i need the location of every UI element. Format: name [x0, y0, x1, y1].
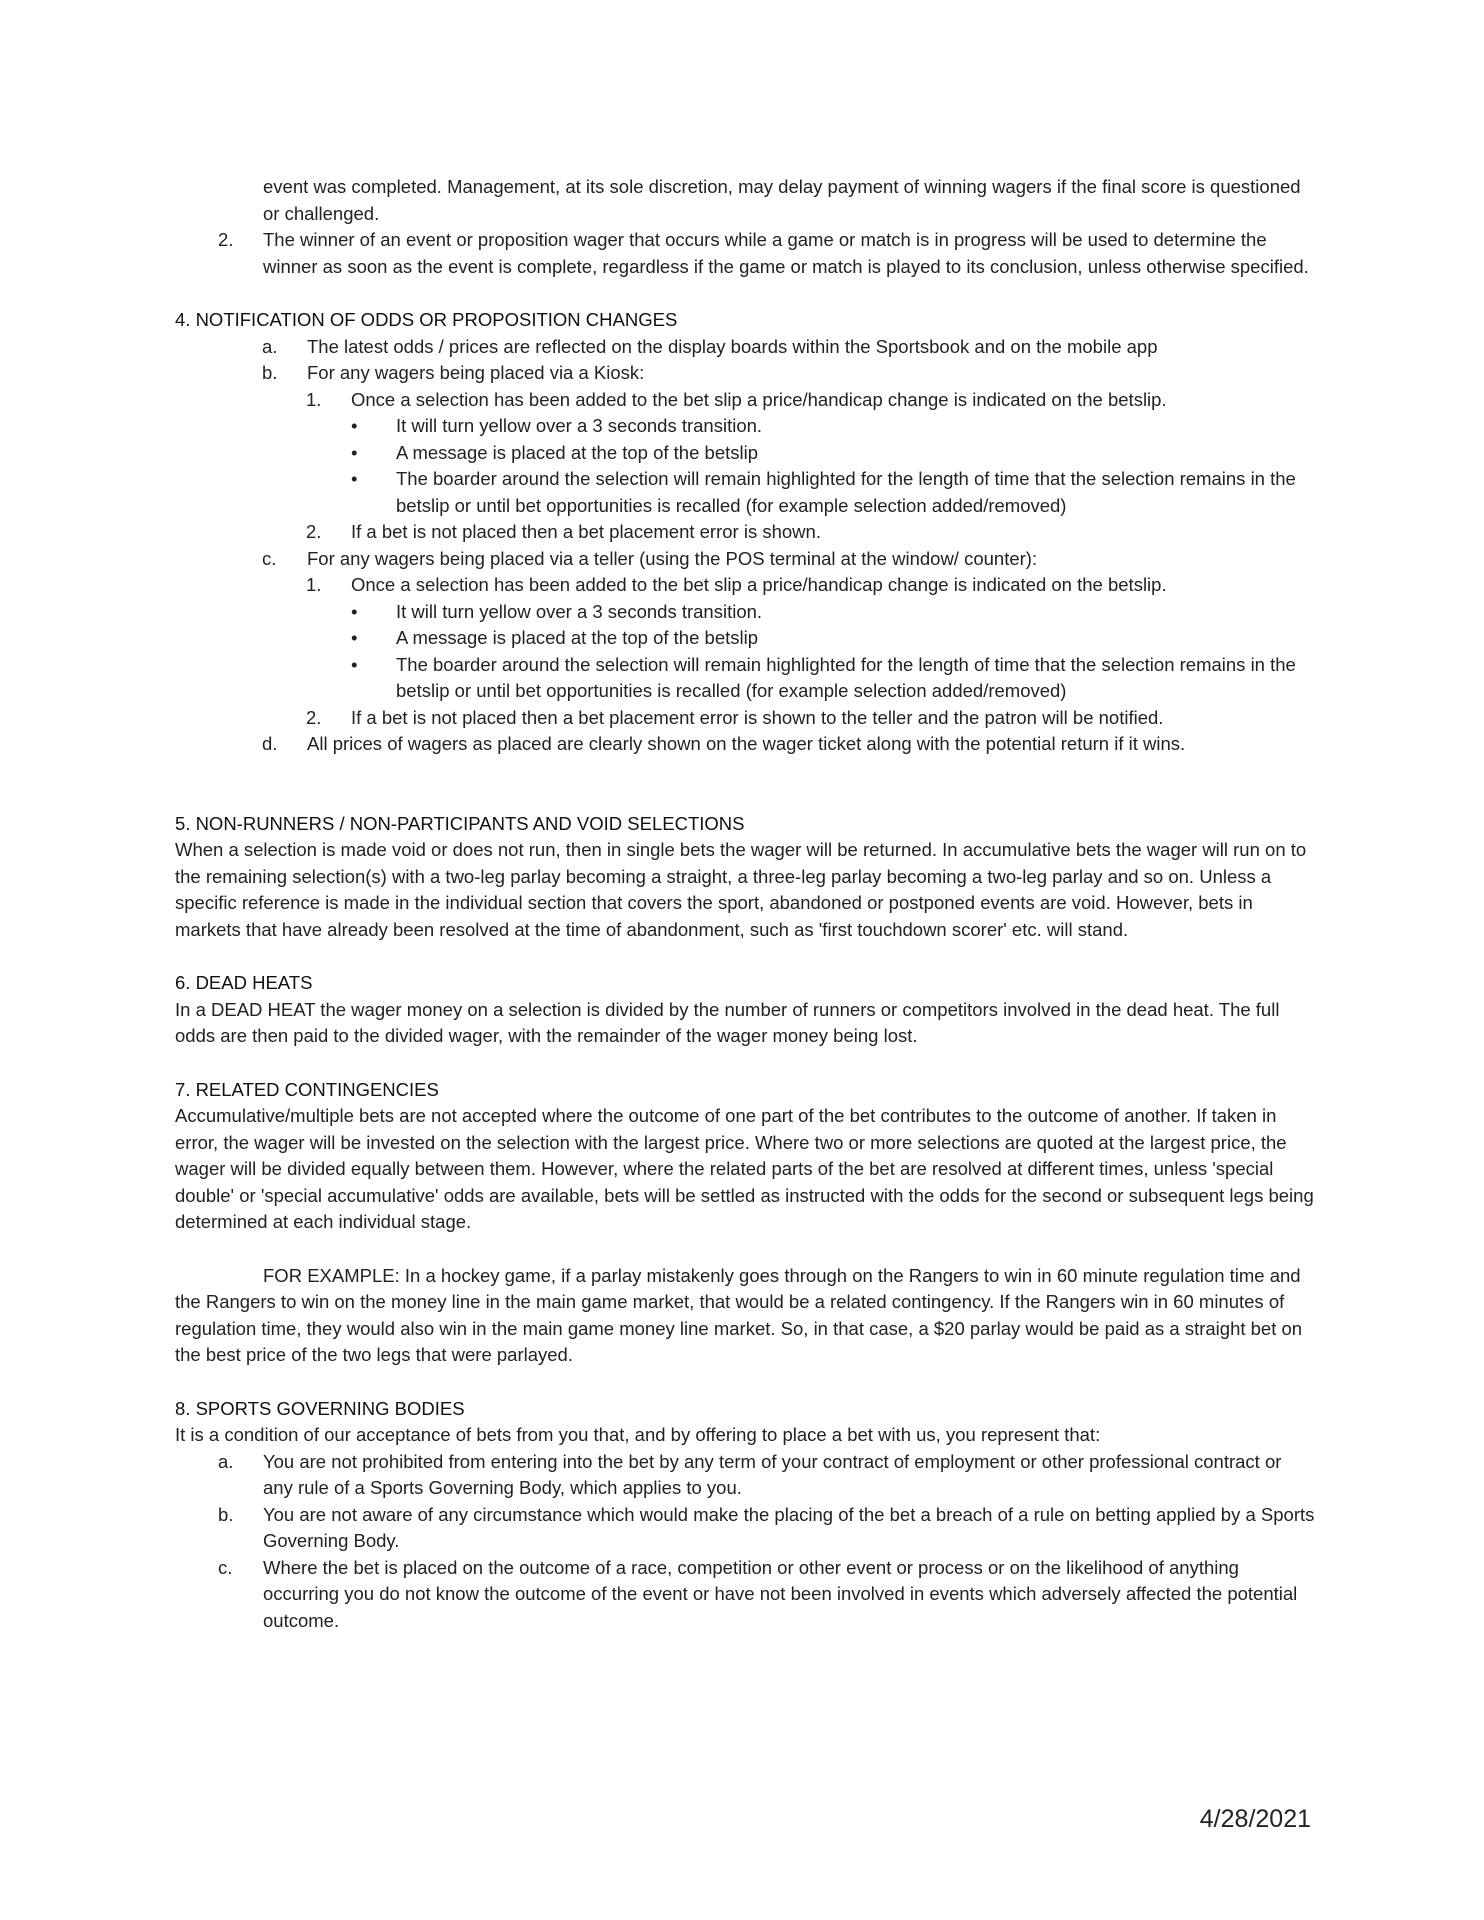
list-item-text: For any wagers being placed via a teller (using the POS terminal at the window/ counter):: [307, 547, 1038, 569]
bullet-item: [175, 466, 1315, 519]
intro-continuation: event was completed. Management, at its sole discretion, may delay payment of winning wagers if the final score is questioned or challenged.: [263, 176, 1301, 224]
list-marker: 2.: [306, 706, 322, 728]
section-6-body: In a DEAD HEAT the wager money on a selection is divided by the number of runners or competitors involved in the dead heat. The full odds are then paid to the divided wager, with the remainder of the wager money being lost.: [175, 998, 1280, 1046]
list-item-text: The winner of an event or proposition wager that occurs while a game or match is in progress will be used to determine the winner as soon as the event is complete, regardless if the game or match is played to its conclusion, unless otherwise specified.: [263, 229, 1309, 277]
list-item: [175, 334, 1315, 361]
list-item-text: If a bet is not placed then a bet placement error is shown to the teller and the patron will be notified.: [351, 706, 1164, 728]
list-item-text: Where the bet is placed on the outcome of a race, competition or other event or process or on the likelihood of anything occurring you do not know the outcome of the event or have not been involved in events which adversely affected the potential outcome.: [263, 1556, 1298, 1631]
list-marker: b.: [262, 362, 278, 383]
bullet-icon: •: [351, 468, 358, 489]
bullet-text: The boarder around the selection will remain highlighted for the length of time that the selection remains in the betslip or until bet opportunities is recalled (for example selection added/removed): [396, 653, 1296, 701]
list-item: [175, 1502, 1315, 1555]
bullet-item: [175, 652, 1315, 705]
bullet-icon: •: [351, 441, 358, 463]
list-item-text: The latest odds / prices are reflected on the display boards within the Sportsbook and on the mobile app: [307, 335, 1158, 357]
list-marker: a.: [262, 335, 278, 357]
list-item-text: All prices of wagers as placed are clearly shown on the wager ticket along with the potential return if it wins.: [307, 733, 1186, 754]
list-item: [175, 572, 1315, 599]
example-body: : In a hockey game, if a parlay mistakenly goes through on the Rangers to win in 60 minute regulation time and the Rangers to win on the money line in the main game market, that would be a related contingency. If the Rangers win in 60 minutes of regulation time, they would also win in the main game money line market. So, in that case, a $20 parlay would be paid as a straight bet on the best price of the two legs that were parlayed.: [175, 1264, 1303, 1365]
bullet-text: A message is placed at the top of the betslip: [396, 441, 759, 463]
list-marker: 2.: [218, 229, 234, 250]
example-label: FOR EXAMPLE: [263, 1264, 395, 1286]
section-6-heading: 6. DEAD HEATS: [175, 972, 313, 993]
list-marker: a.: [218, 1450, 234, 1472]
list-marker: c.: [262, 547, 277, 569]
bullet-item: [175, 599, 1315, 626]
section-7-heading: 7. RELATED CONTINGENCIES: [175, 1078, 439, 1100]
document-page: [175, 174, 1315, 1634]
bullet-icon: •: [351, 653, 358, 675]
list-item-text: Once a selection has been added to the bet slip a price/handicap change is indicated on the betslip.: [351, 388, 1167, 410]
list-item: [175, 705, 1315, 732]
bullet-icon: •: [351, 415, 358, 436]
bullet-text: It will turn yellow over a 3 seconds transition.: [396, 600, 763, 622]
list-item: [175, 519, 1315, 546]
list-marker: d.: [262, 733, 278, 754]
section-8-body: It is a condition of our acceptance of bets from you that, and by offering to place a bet with us, you represent that:: [175, 1424, 1101, 1445]
list-marker: 1.: [306, 388, 322, 410]
section-5-heading: 5. NON-RUNNERS / NON-PARTICIPANTS AND VOID SELECTIONS: [175, 812, 745, 834]
list-marker: 1.: [306, 574, 322, 595]
list-item: [175, 731, 1315, 758]
bullet-text: A message is placed at the top of the betslip: [396, 627, 759, 648]
list-marker: c.: [218, 1556, 233, 1578]
bullet-item: [175, 413, 1315, 440]
section-4-heading: 4. NOTIFICATION OF ODDS OR PROPOSITION CHANGES: [175, 309, 678, 330]
list-item: [175, 1449, 1315, 1502]
bullet-text: The boarder around the selection will remain highlighted for the length of time that the selection remains in the betslip or until bet opportunities is recalled (for example selection added/removed): [396, 468, 1296, 516]
bullet-icon: •: [351, 627, 358, 648]
section-8-heading: 8. SPORTS GOVERNING BODIES: [175, 1397, 465, 1419]
bullet-text: It will turn yellow over a 3 seconds transition.: [396, 415, 763, 436]
footer-date: 4/28/2021: [1199, 1805, 1311, 1833]
list-item: [175, 360, 1315, 387]
list-item: [175, 227, 1315, 280]
list-item: [175, 1555, 1315, 1635]
list-marker: 2.: [306, 521, 322, 542]
list-item: [175, 387, 1315, 414]
list-item-text: You are not aware of any circumstance which would make the placing of the bet a breach of a rule on betting applied by a Sports Governing Body.: [263, 1503, 1315, 1551]
list-item-text: If a bet is not placed then a bet placement error is shown.: [351, 521, 821, 542]
bullet-item: [175, 440, 1315, 467]
list-item: [175, 546, 1315, 573]
list-item-text: Once a selection has been added to the bet slip a price/handicap change is indicated on the betslip.: [351, 574, 1167, 595]
example-paragraph: [175, 1263, 1315, 1369]
list-marker: b.: [218, 1503, 234, 1525]
section-5-body: When a selection is made void or does not run, then in single bets the wager will be returned. In accumulative bets the wager will run on to the remaining selection(s) with a two-leg parlay becoming a straight, a three-leg parlay becoming a two-leg parlay and so on. Unless a specific reference is made in the individual section that covers the sport, abandoned or postponed events are void. However, bets in markets that have already been resolved at the time of abandonment, such as 'first touchdown scorer' etc. will stand.: [175, 839, 1307, 940]
section-7-body: Accumulative/multiple bets are not accepted where the outcome of one part of the bet contributes to the outcome of another. If taken in error, the wager will be invested on the selection with the largest price. Where two or more selections are quoted at the largest price, the wager will be divided equally between them. However, where the related parts of the bet are resolved at different times, unless 'special double' or 'special accumulative' odds are available, bets will be settled as instructed with the odds for the second or subsequent legs being determined at each individual stage.: [175, 1105, 1314, 1232]
bullet-item: [175, 625, 1315, 652]
bullet-icon: •: [351, 600, 358, 622]
list-item-text: You are not prohibited from entering into the bet by any term of your contract of employment or other professional contract or any rule of a Sports Governing Body, which applies to you.: [263, 1450, 1282, 1498]
list-item-text: For any wagers being placed via a Kiosk:: [307, 362, 645, 383]
